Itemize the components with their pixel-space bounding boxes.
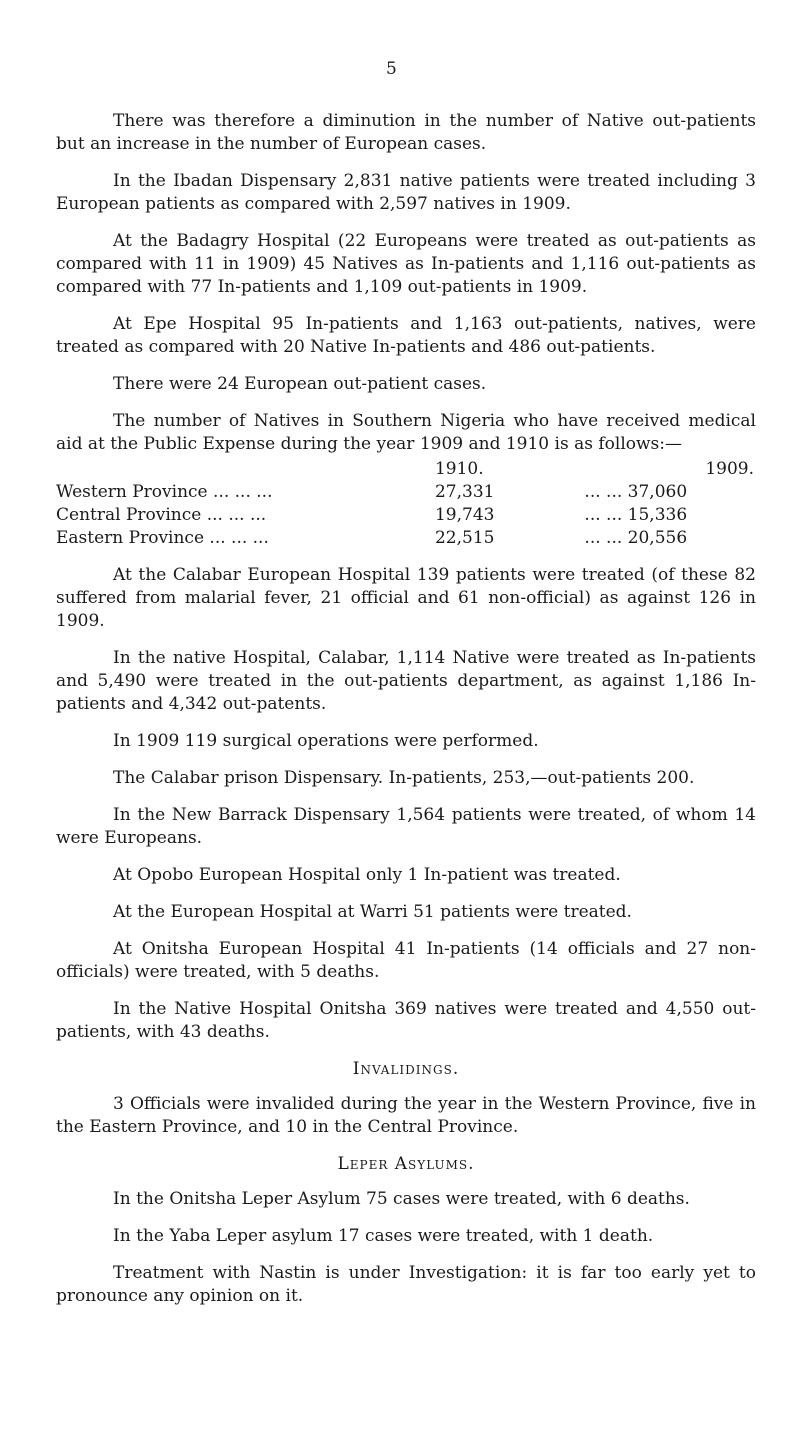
leader-dots: ... ... ...: [207, 482, 273, 502]
paragraph: The Calabar prison Dispensary. In-patients, 253,—out-patients 200.: [113, 768, 695, 788]
leader-dots: ... ... ...: [204, 528, 269, 548]
paragraph: In 1909 119 surgical operations were performed.: [113, 731, 539, 751]
leader-dots: ... ...: [584, 528, 628, 548]
page-body: [56, 110, 756, 1322]
paragraph: In the Native Hospital Onitsha 369 natives were treated and 4,550 out-patients, with 43 deaths.: [56, 999, 756, 1042]
section-heading-leper-asylums: Leper Asylums.: [337, 1154, 475, 1174]
page-number: 5: [386, 59, 397, 79]
leader-dots: ... ...: [584, 482, 628, 502]
paragraph: Treatment with Nastin is under Investigation: it is far too early yet to pronounce any opinion on it.: [56, 1263, 756, 1306]
paragraph: At the Badagry Hospital (22 Europeans were treated as out-patients as compared with 11 in 1909) 45 Natives as In-patients and 1,116 out-patients as compared with 77 In-patients and 1,109 out-patients in 1909.: [56, 231, 756, 297]
value-1909: 15,336: [627, 505, 688, 525]
value-1910: 19,743: [434, 505, 495, 525]
natives-aid-table: [56, 458, 756, 550]
paragraph: At Onitsha European Hospital 41 In-patients (14 officials and 27 non-officials) were treated, with 5 deaths.: [56, 939, 756, 982]
value-1909: 37,060: [627, 482, 688, 502]
province-name: Central Province: [56, 505, 202, 525]
value-1910: 22,515: [434, 528, 495, 548]
paragraph: 3 Officials were invalided during the year in the Western Province, five in the Eastern Province, and 10 in the Central Province.: [56, 1094, 756, 1137]
paragraph: In the New Barrack Dispensary 1,564 patients were treated, of whom 14 were Europeans.: [56, 805, 756, 848]
province-name: Eastern Province: [56, 528, 205, 548]
leader-dots: ... ...: [584, 505, 628, 525]
paragraph: In the Yaba Leper asylum 17 cases were treated, with 1 death.: [113, 1226, 654, 1246]
value-1910: 27,331: [434, 482, 495, 502]
value-1909: 20,556: [627, 528, 688, 548]
table-row: [56, 527, 756, 550]
paragraph: In the native Hospital, Calabar, 1,114 Native were treated as In-patients and 5,490 were treated in the out-patients department, as against 1,186 In-patients and 4,342 out-patents.: [56, 648, 756, 714]
paragraph: At the European Hospital at Warri 51 patients were treated.: [113, 902, 632, 922]
table-row: [56, 481, 756, 504]
paragraph: In the Ibadan Dispensary 2,831 native patients were treated including 3 European patients as compared with 2,597 natives in 1909.: [56, 171, 756, 214]
paragraph: In the Onitsha Leper Asylum 75 cases were treated, with 6 deaths.: [113, 1189, 690, 1209]
table-row: [56, 504, 756, 527]
province-name: Western Province: [56, 482, 208, 502]
leader-dots: ... ... ...: [201, 505, 267, 525]
paragraph: At Opobo European Hospital only 1 In-patient was treated.: [113, 865, 621, 885]
table-header-row: [56, 458, 756, 481]
paragraph: At Epe Hospital 95 In-patients and 1,163 out-patients, natives, were treated as compared with 20 Native In-patients and 486 out-patients.: [56, 314, 756, 357]
column-header-1909: 1909.: [705, 459, 754, 479]
paragraph: There were 24 European out-patient cases.: [113, 374, 487, 394]
paragraph: At the Calabar European Hospital 139 patients were treated (of these 82 suffered from malarial fever, 21 official and 61 non-official) as against 126 in 1909.: [56, 565, 756, 631]
section-heading-invalidings: Invalidings.: [352, 1059, 460, 1079]
paragraph: The number of Natives in Southern Nigeria who have received medical aid at the Public Expense during the year 1909 and 1910 is as follows:—: [56, 411, 756, 454]
paragraph: There was therefore a diminution in the number of Native out-patients but an increase in the number of European cases.: [56, 111, 756, 154]
column-header-1910: 1910.: [434, 459, 484, 479]
